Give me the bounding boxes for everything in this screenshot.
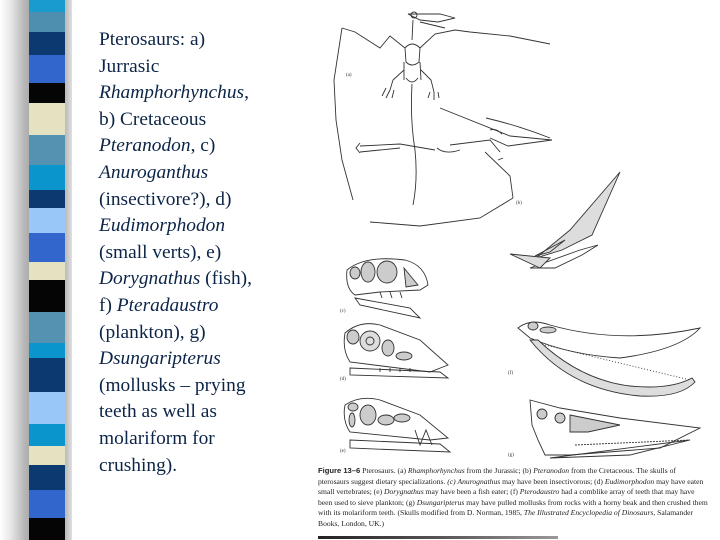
stripe-21 — [29, 518, 65, 540]
text-span: (plankton), g) — [99, 321, 206, 343]
decorative-stripe-bar — [29, 0, 65, 540]
taxon-name: Anuroganthus — [99, 161, 209, 183]
eudimorphodon-skull — [344, 324, 448, 378]
slide-text-line — [99, 346, 309, 373]
stripe-3 — [29, 55, 65, 83]
panel-label-c: (c) — [340, 309, 346, 314]
stripe-13 — [29, 312, 65, 343]
slide-text-line — [99, 240, 309, 267]
stripe-14 — [29, 343, 65, 358]
caption-italic: Pteranodon — [533, 466, 570, 475]
text-span: Pterosaurs: a) — [99, 29, 206, 50]
stripe-8 — [29, 190, 65, 208]
caption-text: may have been a fish eater; (f) — [423, 487, 520, 497]
panel-label-f: (f) — [508, 371, 513, 376]
slide-text-line — [99, 133, 309, 160]
stripe-9 — [29, 208, 65, 233]
caption-text: may have pulled mollusks from rocks with a horny beak and then crushed them with its molariform teeth. (Skulls modified from D. Norman, 1985, — [318, 497, 708, 518]
figure-caption-body — [318, 466, 708, 528]
panel-label-b: (b) — [516, 201, 522, 206]
stripe-16 — [29, 392, 65, 424]
caption-text: from the Jurassic; (b) — [464, 466, 534, 475]
text-span: (insectivore?), d) — [99, 188, 232, 210]
caption-italic: Dorygnathus — [384, 487, 424, 497]
stripe-18 — [29, 446, 65, 465]
dsungaripterus-skull — [530, 400, 700, 458]
slide-body-text — [99, 27, 309, 479]
caption-italic: (c) Anurognathus — [447, 476, 501, 486]
caption-text: Pterosaurs. (a) — [360, 466, 408, 475]
pteranodon-skeleton — [356, 108, 552, 226]
caption-text: from the Cretaceous. The skulls of pterosaurs suggest dietary specializations. — [318, 466, 676, 486]
caption-text: had a comblike array of teeth that may have been used to sieve plankton; (g) — [318, 487, 695, 507]
pterosaur-figure — [320, 0, 720, 540]
panel-label-g: (g) — [508, 453, 514, 458]
caption-italic: Rhamphorhynchus — [407, 466, 465, 475]
stripe-19 — [29, 465, 65, 490]
slide-text-line — [99, 107, 309, 134]
taxon-name: Eudimorphodon — [99, 215, 226, 237]
caption-text: may have eaten small vertebrates; (e) — [318, 476, 704, 497]
stripe-10 — [29, 233, 65, 262]
slide-text-line — [99, 426, 309, 453]
stripe-20 — [29, 490, 65, 518]
taxon-name: Rhamphorhynchus — [99, 82, 245, 104]
slide-text-line — [99, 453, 309, 480]
text-span: (small verts), e) — [99, 241, 222, 263]
stripe-1 — [29, 12, 65, 32]
slide-text-line — [99, 54, 309, 81]
slide-text-line — [99, 399, 309, 426]
caption-italic: Pterodaustro — [519, 487, 560, 497]
stripe-0 — [29, 0, 65, 12]
taxon-name: Pteranodon — [99, 135, 191, 157]
slide-text-line — [99, 187, 309, 214]
text-span: (mollusks – prying — [99, 374, 246, 396]
text-span: , c) — [190, 135, 216, 157]
stripe-2 — [29, 32, 65, 55]
caption-divider — [318, 536, 558, 539]
caption-italic: Eudimorphodon — [604, 476, 655, 486]
dorygnathus-skull — [344, 398, 450, 452]
taxon-name: Pteradaustro — [116, 294, 219, 316]
text-span: b) Cretaceous — [99, 108, 207, 130]
caption-text: may have been insectivorous; (d) — [500, 476, 605, 486]
text-span: (fish), — [200, 268, 252, 290]
stripe-12 — [29, 280, 65, 312]
slide-text-line — [99, 160, 309, 187]
panel-label-d: (d) — [340, 377, 346, 382]
figure-caption — [318, 466, 708, 530]
text-span: Jurrasic — [99, 55, 160, 77]
slide-text-line — [99, 373, 309, 400]
slide-text-line — [99, 213, 309, 240]
slide-text-line — [99, 27, 309, 54]
text-span: molariform for — [99, 427, 215, 449]
taxon-name: Dorygnathus — [99, 268, 201, 290]
text-span: , — [244, 82, 249, 104]
stripe-4 — [29, 83, 65, 103]
panel-label-a: (a) — [346, 73, 352, 78]
taxon-name: Dsungaripterus — [99, 348, 221, 370]
caption-italic: Dsungaripterus — [416, 497, 465, 507]
stripe-5 — [29, 103, 65, 135]
pterosaur-illustration — [320, 0, 720, 540]
caption-text: , Salamander Books, London, UK.) — [318, 508, 694, 528]
anurognathus-skull — [347, 259, 428, 318]
panel-label-e: (e) — [340, 449, 346, 454]
figure-caption-label: Figure 13–6 — [318, 466, 361, 475]
pterodaustro-skull — [518, 322, 700, 396]
caption-italic: The Illustrated Encyclopedia of Dinosaurs — [523, 508, 654, 518]
stripe-17 — [29, 424, 65, 446]
slide-text-line — [99, 266, 309, 293]
text-span: f) — [99, 294, 117, 316]
stripe-11 — [29, 262, 65, 280]
stripe-6 — [29, 135, 65, 165]
stripe-15 — [29, 358, 65, 392]
stripe-7 — [29, 165, 65, 190]
slide-text-line — [99, 320, 309, 347]
pteranodon-restoration — [510, 172, 620, 268]
text-span: teeth as well as — [99, 401, 217, 423]
slide-text-line — [99, 293, 309, 320]
text-span: crushing). — [99, 454, 178, 476]
slide-text-line — [99, 80, 309, 107]
